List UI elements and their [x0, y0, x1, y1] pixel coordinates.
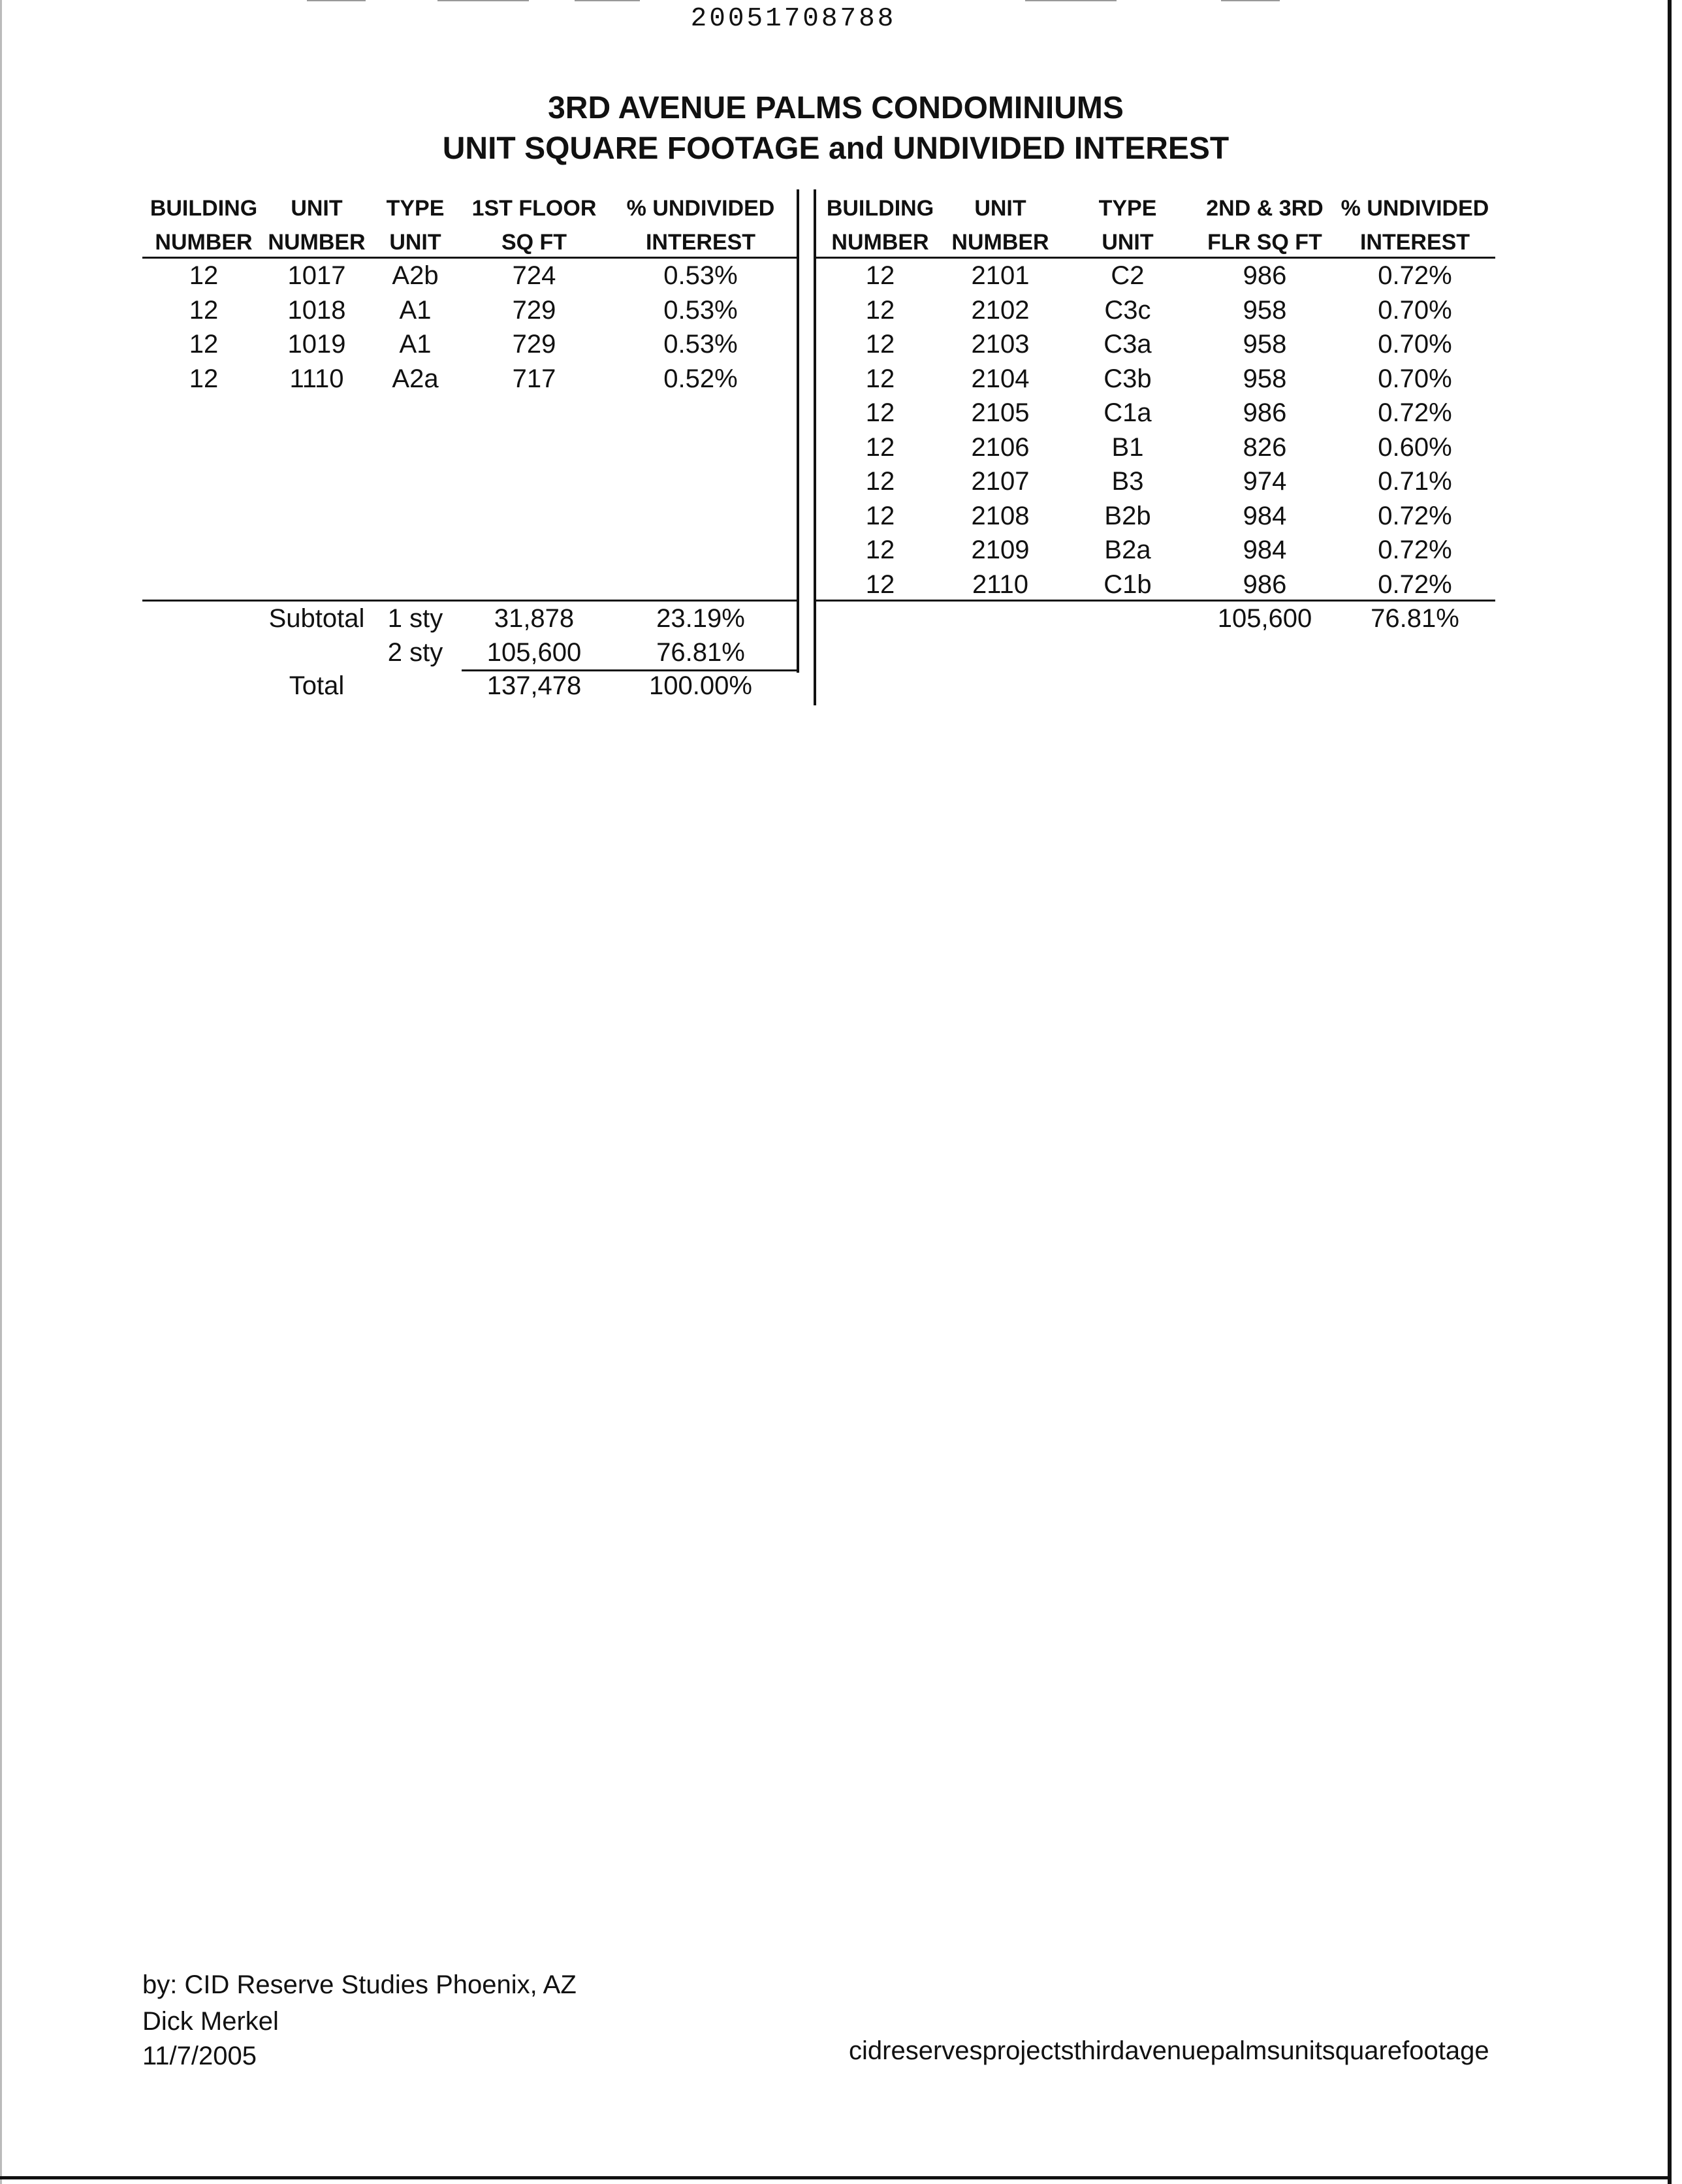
scan-mark [575, 0, 640, 1]
right-column-header: UNIT [1102, 230, 1154, 255]
right-table-cell: 986 [1243, 261, 1287, 290]
right-subtotal-sqft: 105,600 [1217, 604, 1312, 633]
right-table-cell: B3 [1111, 467, 1144, 496]
subtotal-label: Subtotal [268, 604, 365, 633]
total-rule [462, 669, 797, 671]
left-table-cell: 729 [512, 295, 556, 325]
one-story-sqft: 31,878 [494, 604, 575, 633]
right-table-cell: 12 [865, 261, 895, 290]
left-table-cell: 12 [189, 261, 219, 290]
right-table-cell: 0.72% [1378, 261, 1452, 290]
right-column-header: 2ND & 3RD [1206, 196, 1324, 221]
right-table-cell: 0.70% [1378, 330, 1452, 359]
left-table-cell: 729 [512, 330, 556, 359]
left-table-cell: 12 [189, 364, 219, 393]
total-label: Total [289, 671, 345, 700]
left-table-cell: 12 [189, 330, 219, 359]
right-subtotal-pct: 76.81% [1371, 604, 1459, 633]
right-table-cell: 0.70% [1378, 295, 1452, 325]
header-rule-right [816, 257, 1495, 259]
total-pct: 100.00% [649, 671, 752, 700]
left-table-cell: 1017 [287, 261, 346, 290]
left-table-cell: 1110 [289, 364, 344, 393]
left-table-cell: 717 [512, 364, 556, 393]
right-table-cell: B2b [1104, 501, 1151, 530]
header-rule-left [142, 257, 799, 259]
left-column-header: TYPE [386, 196, 445, 221]
left-table-cell: A1 [399, 295, 432, 325]
right-table-cell: 2101 [971, 261, 1030, 290]
right-table-cell: 0.70% [1378, 364, 1452, 393]
footer-author: Dick Merkel [142, 2007, 279, 2036]
right-table-cell: 984 [1243, 536, 1287, 564]
total-sqft: 137,478 [486, 671, 582, 700]
left-column-header: UNIT [291, 196, 343, 221]
left-table-cell: 1018 [287, 295, 346, 325]
right-table-cell: 2103 [971, 330, 1030, 359]
right-table-cell: 0.72% [1378, 501, 1452, 530]
left-column-header: 1ST FLOOR [471, 196, 597, 221]
left-column-header: SQ FT [501, 230, 567, 255]
divider-right [814, 189, 816, 705]
two-story-pct: 76.81% [656, 638, 745, 667]
right-table-cell: 12 [865, 570, 895, 599]
right-table-cell: 2104 [971, 364, 1030, 393]
right-table-cell: 2102 [971, 295, 1030, 325]
right-table-cell: 958 [1243, 295, 1287, 325]
right-table-cell: 2106 [971, 432, 1030, 462]
left-table-cell: A1 [399, 330, 432, 359]
right-column-header: % UNDIVIDED [1341, 196, 1489, 221]
left-table-cell: A2a [392, 364, 439, 393]
right-table-cell: 2108 [971, 501, 1030, 530]
left-column-header: NUMBER [268, 230, 366, 255]
scan-mark [307, 0, 366, 1]
left-table-cell: 1019 [287, 330, 346, 359]
right-column-header: NUMBER [951, 230, 1049, 255]
one-story-label: 1 sty [387, 604, 443, 633]
right-table-cell: 12 [865, 501, 895, 530]
right-table-cell: 986 [1243, 570, 1287, 599]
left-column-header: NUMBER [155, 230, 253, 255]
right-table-cell: C3b [1103, 364, 1152, 393]
right-table-cell: C1a [1103, 398, 1152, 427]
right-table-cell: 2105 [971, 398, 1030, 427]
right-table-cell: 0.72% [1378, 536, 1452, 564]
two-story-label: 2 sty [387, 638, 443, 667]
scan-edge-left [0, 0, 2, 2184]
scan-border-right [1668, 0, 1672, 2184]
right-table-cell: 12 [865, 330, 895, 359]
scan-mark [1221, 0, 1280, 1]
right-table-cell: 826 [1243, 432, 1287, 462]
left-table-cell: 724 [512, 261, 556, 290]
left-table-cell: A2b [392, 261, 439, 290]
page-subtitle: UNIT SQUARE FOOTAGE and UNDIVIDED INTEREST [442, 131, 1230, 166]
left-table-cell: 12 [189, 295, 219, 325]
right-column-header: UNIT [974, 196, 1026, 221]
two-story-sqft: 105,600 [486, 638, 582, 667]
one-story-pct: 23.19% [656, 604, 745, 633]
right-column-header: FLR SQ FT [1207, 230, 1322, 255]
right-table-cell: 12 [865, 295, 895, 325]
right-table-cell: C1b [1103, 570, 1152, 599]
left-column-header: BUILDING [150, 196, 258, 221]
right-table-cell: C3c [1104, 295, 1151, 325]
right-table-cell: 12 [865, 432, 895, 462]
subtotal-rule-left [142, 600, 799, 602]
page-title: 3RD AVENUE PALMS CONDOMINIUMS [548, 91, 1124, 125]
right-table-cell: 2109 [971, 536, 1030, 564]
right-table-cell: 958 [1243, 364, 1287, 393]
right-column-header: NUMBER [831, 230, 929, 255]
right-table-cell: 2107 [971, 467, 1030, 496]
right-table-cell: 974 [1243, 467, 1287, 496]
right-table-cell: 12 [865, 398, 895, 427]
left-table-cell: 0.53% [663, 261, 738, 290]
left-column-header: % UNDIVIDED [626, 196, 775, 221]
document-number: 20051708788 [690, 4, 897, 34]
right-column-header: TYPE [1098, 196, 1157, 221]
scan-border-bottom [0, 2176, 1672, 2179]
right-table-cell: 12 [865, 364, 895, 393]
left-table-cell: 0.53% [663, 330, 738, 359]
right-table-cell: C3a [1103, 330, 1152, 359]
footer-filename: cidreservesprojectsthirdavenuepalmsunitsquarefootage [849, 2036, 1489, 2065]
right-table-cell: 984 [1243, 501, 1287, 530]
right-table-cell: C2 [1111, 261, 1145, 290]
right-table-cell: 12 [865, 467, 895, 496]
right-table-cell: 2110 [972, 570, 1028, 599]
right-table-cell: 958 [1243, 330, 1287, 359]
right-column-header: BUILDING [826, 196, 934, 221]
left-table-cell: 0.52% [663, 364, 738, 393]
right-table-cell: B1 [1111, 432, 1144, 462]
right-table-cell: 0.72% [1378, 398, 1452, 427]
left-table-cell: 0.53% [663, 295, 738, 325]
divider-left [797, 189, 799, 673]
left-column-header: UNIT [389, 230, 441, 255]
subtotal-rule-right [816, 600, 1495, 602]
right-table-cell: 0.60% [1378, 432, 1452, 462]
footer-prepared-by: by: CID Reserve Studies Phoenix, AZ [142, 1970, 577, 1999]
right-table-cell: 986 [1243, 398, 1287, 427]
left-column-header: INTEREST [645, 230, 756, 255]
right-table-cell: B2a [1104, 536, 1151, 564]
right-table-cell: 12 [865, 536, 895, 564]
scan-mark [1025, 0, 1117, 1]
right-table-cell: 0.72% [1378, 570, 1452, 599]
footer-date: 11/7/2005 [142, 2042, 257, 2070]
scan-mark [437, 0, 529, 1]
right-column-header: INTEREST [1359, 230, 1470, 255]
right-table-cell: 0.71% [1378, 467, 1452, 496]
